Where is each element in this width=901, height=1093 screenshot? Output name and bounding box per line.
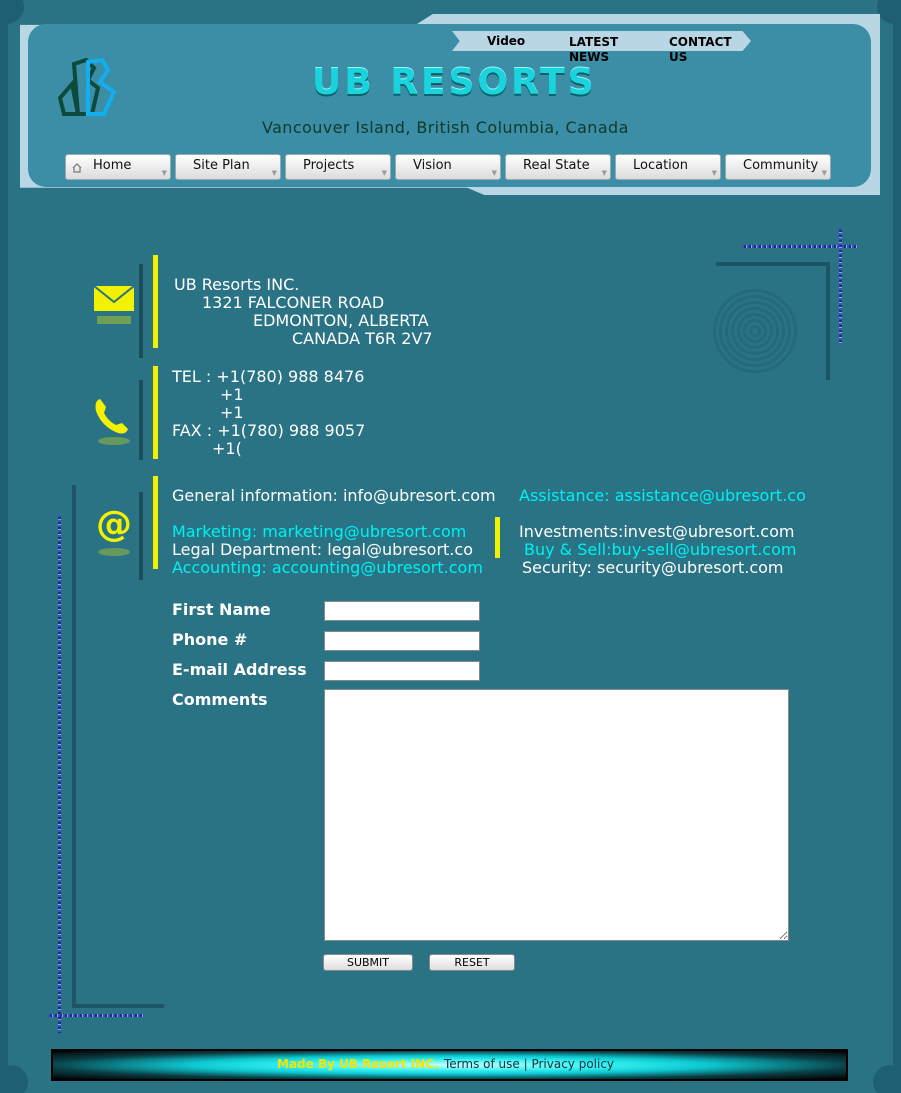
sparkle-decoration [48,1014,144,1017]
frame-line [72,485,76,1007]
corner-decoration [873,1065,901,1093]
at-icon [94,502,136,558]
email-general: General information: info@ubresort.com [172,486,496,505]
tel-primary: TEL : +1(780) 988 8476 [172,367,365,386]
home-icon [72,163,82,173]
svg-text:@: @ [96,504,132,545]
address-street: 1321 FALCONER ROAD [202,293,385,312]
nav-vision[interactable] [395,154,501,180]
yellow-divider [153,255,158,348]
chevron-down-icon: ▼ [271,169,277,177]
phone-icon [92,395,134,447]
chevron-down-icon: ▼ [601,169,607,177]
frame-line [72,1004,164,1008]
nav-label: Site Plan [193,158,250,173]
divider-shadow [139,380,143,460]
nav-label: Vision [413,158,452,173]
nav-community[interactable] [725,154,831,180]
email-assistance: Assistance: assistance@ubresort.co [519,486,806,505]
divider-shadow [139,264,143,358]
nav-label: Home [93,158,132,173]
tel-secondary: +1 [220,385,244,404]
nav-home[interactable] [65,154,171,180]
ub-logo-icon [58,58,120,120]
email-investments: Investments:invest@ubresort.com [519,522,795,541]
email-security: Security: security@ubresort.com [522,558,784,577]
site-tagline: Vancouver Island, British Columbia, Canada [262,118,629,137]
yellow-divider [495,517,500,558]
chevron-down-icon: ▼ [161,169,167,177]
email-marketing: Marketing: marketing@ubresort.com [172,522,467,541]
divider-shadow [139,492,143,580]
comments-label: Comments [172,690,268,709]
email-legal: Legal Department: legal@ubresort.co [172,540,473,559]
first-name-input[interactable] [324,601,480,621]
spiral-decoration [712,288,798,374]
frame-line [826,262,830,380]
tab-label: CONTACT [669,35,732,49]
nav-projects[interactable] [285,154,391,180]
footer-links[interactable]: Terms of use | Privacy policy [444,1057,615,1071]
yellow-divider [153,476,158,569]
address-city: EDMONTON, ALBERTA [253,311,429,330]
nav-label: Community [743,158,819,173]
phone-input[interactable] [324,631,480,651]
chevron-down-icon: ▼ [711,169,717,177]
reset-button[interactable]: RESET [429,954,515,971]
chevron-down-icon: ▼ [381,169,387,177]
sparkle-decoration [58,515,61,1033]
fax-secondary: +1( [212,439,242,458]
chevron-down-icon: ▼ [491,169,497,177]
site-title: UB RESORTS [312,62,597,103]
sparkle-decoration [839,228,842,344]
footer-credit: Made By UB Resort INC. [277,1057,439,1071]
comments-textarea[interactable] [324,689,789,941]
tab-label: LATEST [569,35,619,49]
tab-label: US [669,50,688,64]
fax-primary: FAX : +1(780) 988 9057 [172,421,366,440]
email-label: E-mail Address [172,660,307,679]
tel-tertiary: +1 [220,403,244,422]
frame-line [716,262,830,266]
phone-label: Phone # [172,630,248,649]
email-input[interactable] [324,661,480,681]
nav-location[interactable] [615,154,721,180]
mail-icon [93,284,135,328]
nav-label: Real State [523,158,590,173]
nav-label: Location [633,158,688,173]
submit-button[interactable]: SUBMIT [323,954,413,971]
chevron-down-icon: ▼ [821,169,827,177]
nav-site-plan[interactable] [175,154,281,180]
yellow-divider [153,366,158,459]
nav-label: Projects [303,158,355,173]
address-postal: CANADA T6R 2V7 [292,329,433,348]
address-company: UB Resorts INC. [174,275,300,294]
tab-label: NEWS [569,50,610,64]
first-name-label: First Name [172,600,271,619]
nav-real-state[interactable] [505,154,611,180]
tab-label: Video [487,34,526,48]
email-accounting: Accounting: accounting@ubresort.com [172,558,483,577]
email-buy-sell: Buy & Sell:buy-sell@ubresort.com [524,540,797,559]
